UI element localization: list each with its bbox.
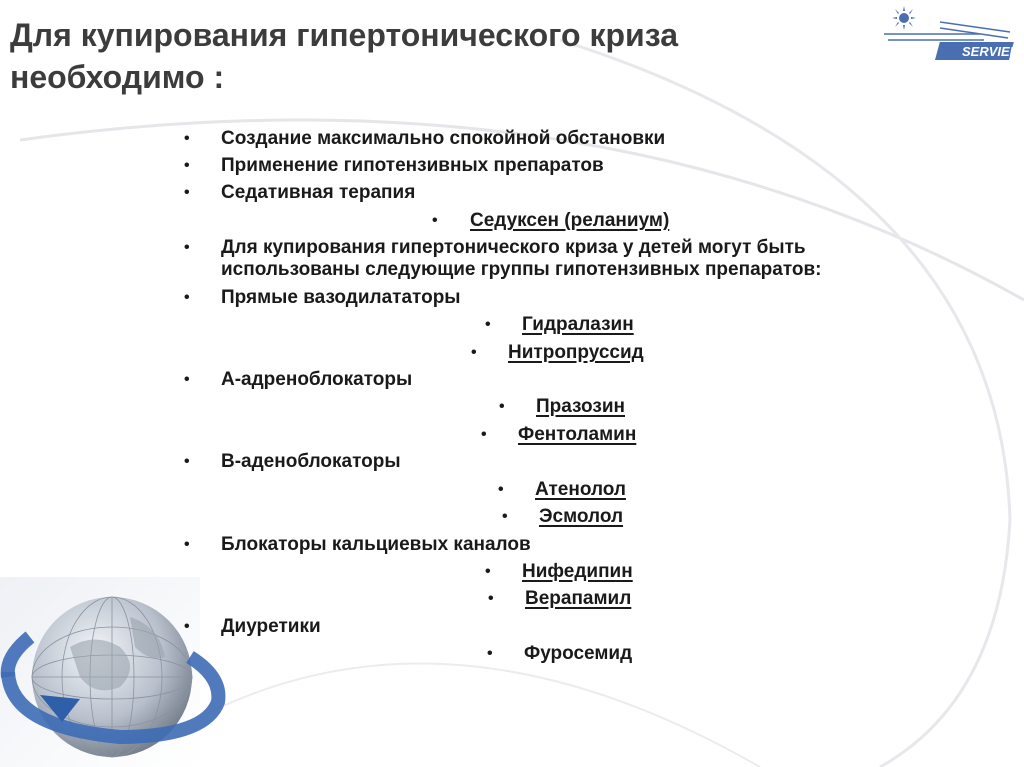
sub-list-item: Фуросемид: [524, 643, 633, 664]
bullet-icon: •: [498, 481, 504, 498]
bullet-icon: •: [184, 157, 190, 174]
bullet-icon: •: [488, 590, 494, 607]
globe-arrow-icon: [0, 577, 230, 767]
list-item: Для купирования гипертонического криза у детей могут быть: [221, 237, 806, 258]
bullet-icon: •: [481, 426, 487, 443]
sun-icon: [892, 6, 916, 30]
sub-list-item: Нифедипин: [522, 561, 633, 582]
bullet-icon: •: [487, 645, 493, 662]
bullet-icon: •: [502, 508, 508, 525]
sub-list-item: Эсмолол: [539, 506, 624, 527]
list-item-continuation: использованы следующие группы гипотензивных препаратов:: [221, 259, 822, 280]
sub-list-item: Празозин: [536, 396, 625, 417]
bullet-icon: •: [432, 212, 438, 229]
list-item: Диуретики: [221, 616, 321, 637]
bullet-icon: •: [184, 289, 190, 306]
bullet-icon: •: [184, 536, 190, 553]
bullet-icon: •: [485, 563, 491, 580]
list-item: А-адреноблокаторы: [221, 369, 413, 390]
sub-list-item: Верапамил: [525, 588, 632, 609]
bullet-icon: •: [184, 130, 190, 147]
svg-text:SERVIER: SERVIER: [962, 44, 1020, 59]
sub-list-item: Фентоламин: [518, 424, 637, 445]
bullet-icon: •: [184, 618, 190, 635]
sub-list-item: Атенолол: [535, 479, 626, 500]
sub-list-item: Гидралазин: [522, 314, 634, 335]
list-item: Прямые вазодилататоры: [221, 287, 461, 308]
sub-list-item: Седуксен (реланиум): [470, 210, 670, 231]
list-item: Применение гипотензивных препаратов: [221, 155, 604, 176]
list-item: В-аденоблокаторы: [221, 451, 401, 472]
bullet-icon: •: [485, 316, 491, 333]
bullet-icon: •: [184, 184, 190, 201]
bullet-icon: •: [184, 371, 190, 388]
list-item: Создание максимально спокойной обстановки: [221, 128, 666, 149]
bullet-icon: •: [499, 398, 505, 415]
bullet-icon: •: [184, 453, 190, 470]
servier-logo: [880, 4, 1024, 68]
bullet-icon: •: [184, 239, 190, 256]
sub-list-item: Нитропруссид: [508, 342, 644, 363]
list-item: Блокаторы кальциевых каналов: [221, 534, 531, 555]
list-item: Седативная терапия: [221, 182, 416, 203]
bullet-icon: •: [471, 344, 477, 361]
slide-title: Для купирования гипертонического криза необходимо :: [10, 17, 678, 95]
